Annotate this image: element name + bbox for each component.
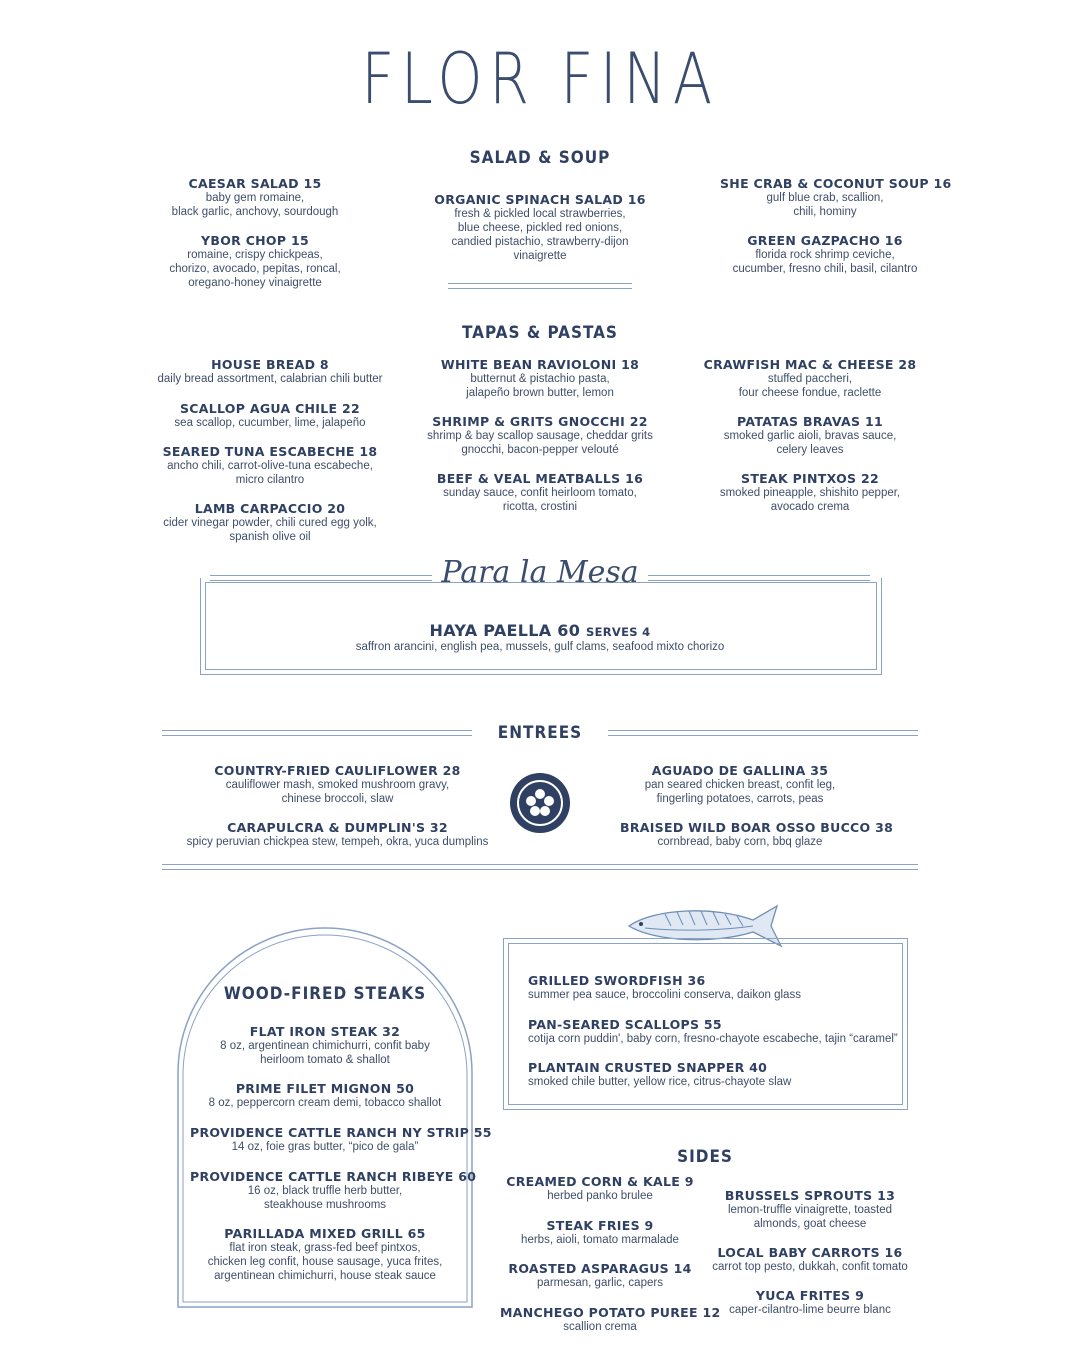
menu-item: PRIME FILET MIGNON 50 8 oz, peppercorn cream demi, tobacco shallot [208,1081,442,1109]
menu-item: CARAPULCRA & DUMPLIN'S 32 spicy peruvian chickpea stew, tempeh, okra, yuca dumplins [186,820,489,848]
menu-item: PROVIDENCE CATTLE RANCH RIBEYE 60 16 oz, black truffle herb butter, steakhouse mushrooms [190,1169,477,1211]
menu-item: ROASTED ASPARAGUS 14 parmesan, garlic, capers [508,1261,692,1289]
menu-item: SHRIMP & GRITS GNOCCHI 22 shrimp & bay scallop sausage, cheddar grits gnocchi, bacon-pepper velouté [427,414,653,456]
menu-item: LAMB CARPACCIO 20 cider vinegar powder, chili cured egg yolk, spanish olive oil [163,501,377,543]
divider [608,730,918,736]
menu-item: PATATAS BRAVAS 11 smoked garlic aioli, bravas sauce, celery leaves [723,414,897,456]
menu-item: PROVIDENCE CATTLE RANCH NY STRIP 55 14 oz, foie gras butter, “pico de gala” [190,1125,492,1153]
menu-item: ORGANIC SPINACH SALAD 16 fresh & pickled local strawberries, blue cheese, pickled red onions, candied pistachio, strawberry-dijon vinaigrette [434,192,646,262]
divider [448,283,632,289]
divider [162,730,472,736]
menu-item: COUNTRY-FRIED CAULIFLOWER 28 cauliflower mash, smoked mushroom gravy, chinese broccoli, slaw [214,763,461,805]
para-la-mesa-script: Para la Mesa [441,555,639,590]
menu-item: GRILLED SWORDFISH 36 summer pea sauce, broccolini conserva, daikon glass [528,973,801,1001]
menu-item: CRAWFISH MAC & CHEESE 28 stuffed paccheri, four cheese fondue, raclette [703,357,917,399]
menu-item: PLANTAIN CRUSTED SNAPPER 40 smoked chile butter, yellow rice, citrus-chayote slaw [528,1060,792,1088]
divider [162,864,918,870]
section-tapas-pastas: TAPAS & PASTAS [462,323,618,343]
section-sides: SIDES [677,1147,733,1167]
menu-item: YBOR CHOP 15 romaine, crispy chickpeas, chorizo, avocado, pepitas, roncal, oregano-honey vinaigrette [169,233,341,289]
menu-item: FLAT IRON STEAK 32 8 oz, argentinean chimichurri, confit baby heirloom tomato & shallot [220,1024,430,1066]
menu-item: SHE CRAB & COCONUT SOUP 16 gulf blue crab, scallion, chili, hominy [720,176,952,218]
flower-emblem-icon [509,772,571,834]
menu-item-paella: HAYA PAELLA 60 SERVES 4 saffron arancini, english pea, mussels, gulf clams, seafood mixto chorizo [355,621,725,653]
section-salad-soup: SALAD & SOUP [469,148,611,168]
menu-item: PARILLADA MIXED GRILL 65 flat iron steak, grass-fed beef pintxos, chicken leg confit, house sausage, yuca frites, argentinean chimichurri, house steak sauce [207,1226,443,1282]
menu-item: PAN-SEARED SCALLOPS 55 cotija corn puddin', baby corn, fresno-chayote escabeche, tajin “caramel” [528,1017,898,1045]
menu-item: STEAK PINTXOS 22 smoked pineapple, shishito pepper, avocado crema [719,471,901,513]
menu-item: BRAISED WILD BOAR OSSO BUCCO 38 cornbread, baby corn, bbq glaze [620,820,894,848]
menu-item: MANCHEGO POTATO PUREE 12 scallion crema [500,1305,721,1333]
menu-item: LOCAL BABY CARROTS 16 carrot top pesto, dukkah, confit tomato [712,1245,908,1273]
menu-item: BEEF & VEAL MEATBALLS 16 sunday sauce, confit heirloom tomato, ricotta, crostini [436,471,644,513]
menu-item: STEAK FRIES 9 herbs, aioli, tomato marmalade [521,1218,679,1246]
menu-item: SCALLOP AGUA CHILE 22 sea scallop, cucumber, lime, jalapeño [174,401,366,429]
menu-item: CAESAR SALAD 15 baby gem romaine, black garlic, anchovy, sourdough [171,176,339,218]
section-entrees: ENTREES [497,723,583,743]
menu-item: BRUSSELS SPROUTS 13 lemon-truffle vinaigrette, toasted almonds, goat cheese [724,1188,896,1230]
restaurant-title: FLOR FINA [361,38,719,120]
divider [210,575,432,581]
menu-item: CREAMED CORN & KALE 9 herbed panko brulee [506,1174,694,1202]
menu-item: WHITE BEAN RAVIOLONI 18 butternut & pistachio pasta, jalapeño brown butter, lemon [440,357,640,399]
menu-item: AGUADO DE GALLINA 35 pan seared chicken breast, confit leg, fingerling potatoes, carrots, peas [644,763,836,805]
menu-item: SEARED TUNA ESCABECHE 18 ancho chili, carrot-olive-tuna escabeche, micro cilantro [162,444,378,486]
section-steaks: WOOD-FIRED STEAKS [223,984,427,1004]
menu-item: HOUSE BREAD 8 daily bread assortment, calabrian chili butter [157,357,383,385]
menu-item: GREEN GAZPACHO 16 florida rock shrimp ceviche, cucumber, fresno chili, basil, cilantro [732,233,918,275]
divider [648,575,870,581]
menu-item: YUCA FRITES 9 caper-cilantro-lime beurre blanc [729,1288,891,1316]
